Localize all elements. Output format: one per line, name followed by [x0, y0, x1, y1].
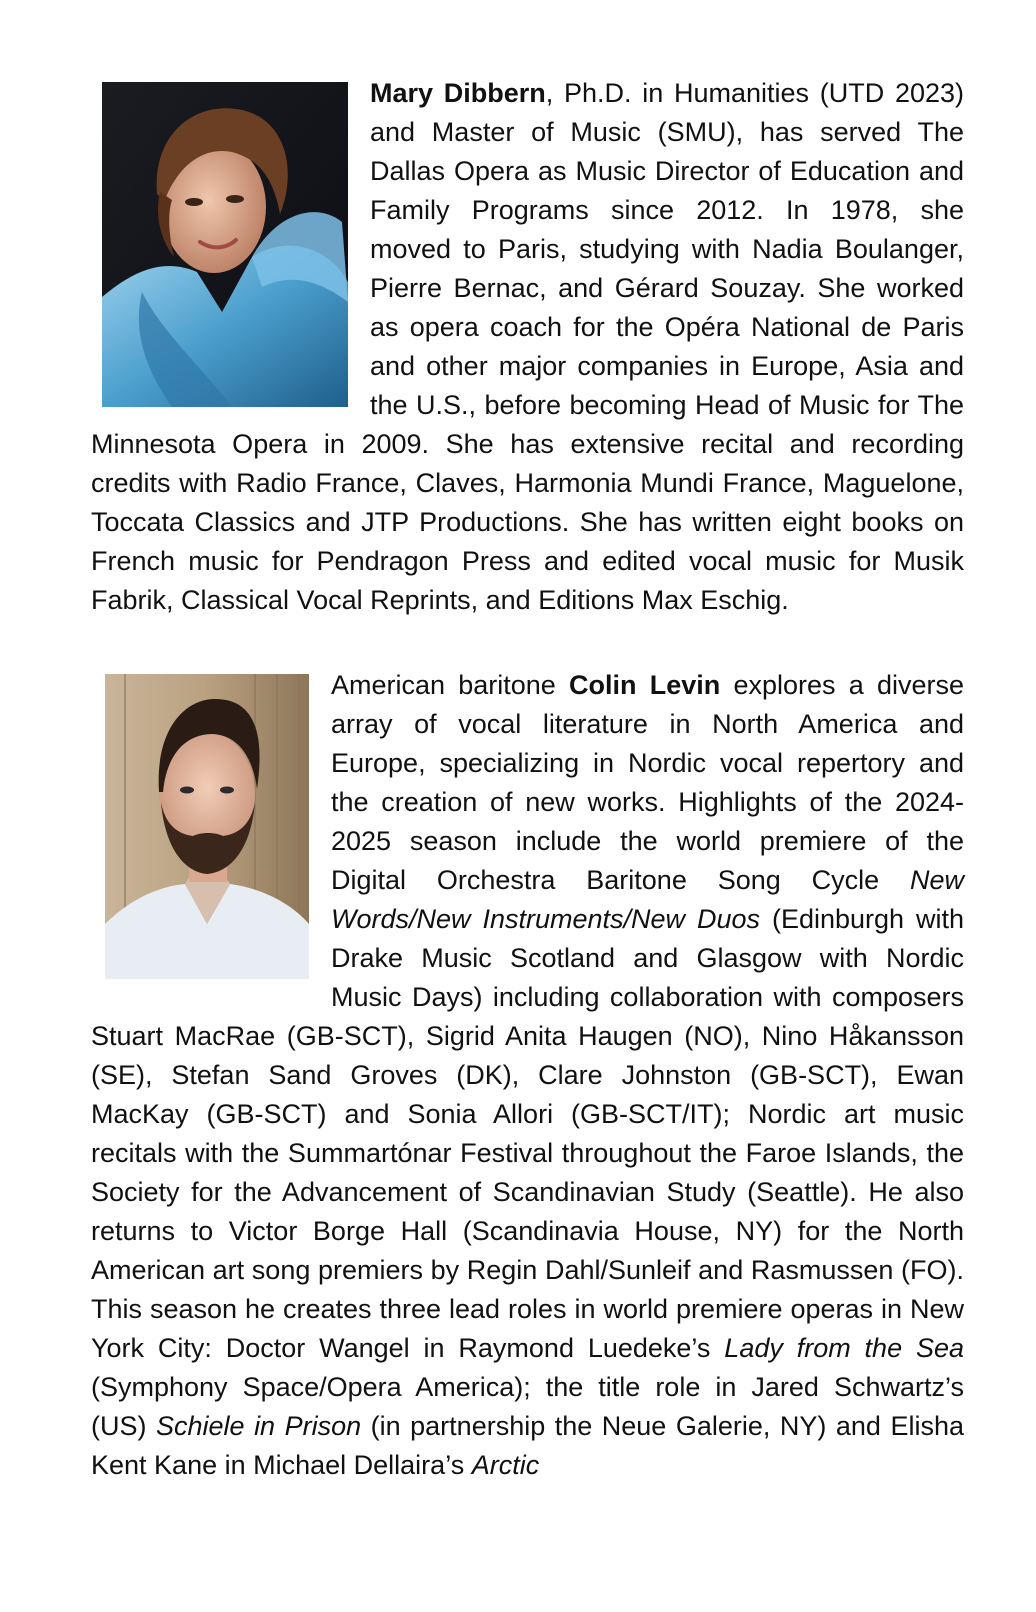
work-title-new-words: New Words/New Instruments/New Duos — [331, 865, 964, 934]
bio-text-colin-levin-1: explores a diverse array of vocal literature in North America and Europe, specializing in Nordic vocal repertory and the creation of new works. Highlights of the 2024-2025 season include the world premiere of the Digital Orchestra Baritone Song Cycle — [331, 670, 964, 895]
bio-text-mary-dibbern: , Ph.D. in Humanities (UTD 2023) and Master of Music (SMU), has served The Dallas Opera as Music Director of Education and Family Programs since 2012. In 1978, she moved to Paris, studying with Nadia Boulanger, Pierre Bernac, and Gérard Souzay. She worked as opera coach for the Opéra National de Paris and other major companies in Europe, Asia and the U.S., before becoming Head of Music for The Minnesota Opera in 2009. She has extensive recital and recording credits with Radio France, Claves, Harmonia Mundi France, Maguelone, Toccata Classics and JTP Productions. She has written eight books on French music for Pendragon Press and edited vocal music for Musik Fabrik, Classical Vocal Reprints, and Editions Max Eschig. — [91, 78, 964, 615]
name-colin-levin: Colin Levin — [569, 670, 721, 700]
work-title-schiele-in-prison: Schiele in Prison — [156, 1411, 362, 1441]
program-bios-page — [91, 74, 964, 1485]
bio-text-colin-levin-4: (in partnership the Neue Galerie, NY) and Elisha Kent Kane in Michael Dellaira’s — [91, 1411, 964, 1480]
work-title-lady-from-the-sea: Lady from the Sea — [724, 1333, 964, 1363]
name-mary-dibbern: Mary Dibbern — [370, 78, 546, 108]
work-title-arctic: Arctic — [471, 1450, 540, 1480]
portrait-photo-colin-levin — [105, 674, 309, 979]
bio-mary-dibbern — [91, 74, 964, 620]
bio-text-colin-levin-2: (Edinburgh with Drake Music Scotland and Glasgow with Nordic Music Days) including collaboration with composers Stuart MacRae (GB-SCT), Sigrid Anita Haugen (NO), Nino Håkansson (SE), Stefan Sand Groves (DK), Clare Johnston (GB-SCT), Ewan MacKay (GB-SCT) and Sonia Allori (GB-SCT/IT); Nordic art music recitals with the Summartónar Festival throughout the Faroe Islands, the Society for the Advancement of Scandinavian Study (Seattle). He also returns to Victor Borge Hall (Scandinavia House, NY) for the North American art song premiers by Regin Dahl/Sunleif and Rasmussen (FO). This season he creates three lead roles in world premiere operas in New York City: Doctor Wangel in Raymond Luedeke’s — [91, 904, 965, 1363]
bio-text-colin-levin-3: (Symphony Space/Opera America); the title role in Jared Schwartz’s (US) — [91, 1372, 964, 1441]
bio-intro-colin-levin: American baritone — [331, 670, 570, 700]
portrait-photo-mary-dibbern — [102, 82, 348, 407]
bio-colin-levin — [91, 666, 964, 1485]
